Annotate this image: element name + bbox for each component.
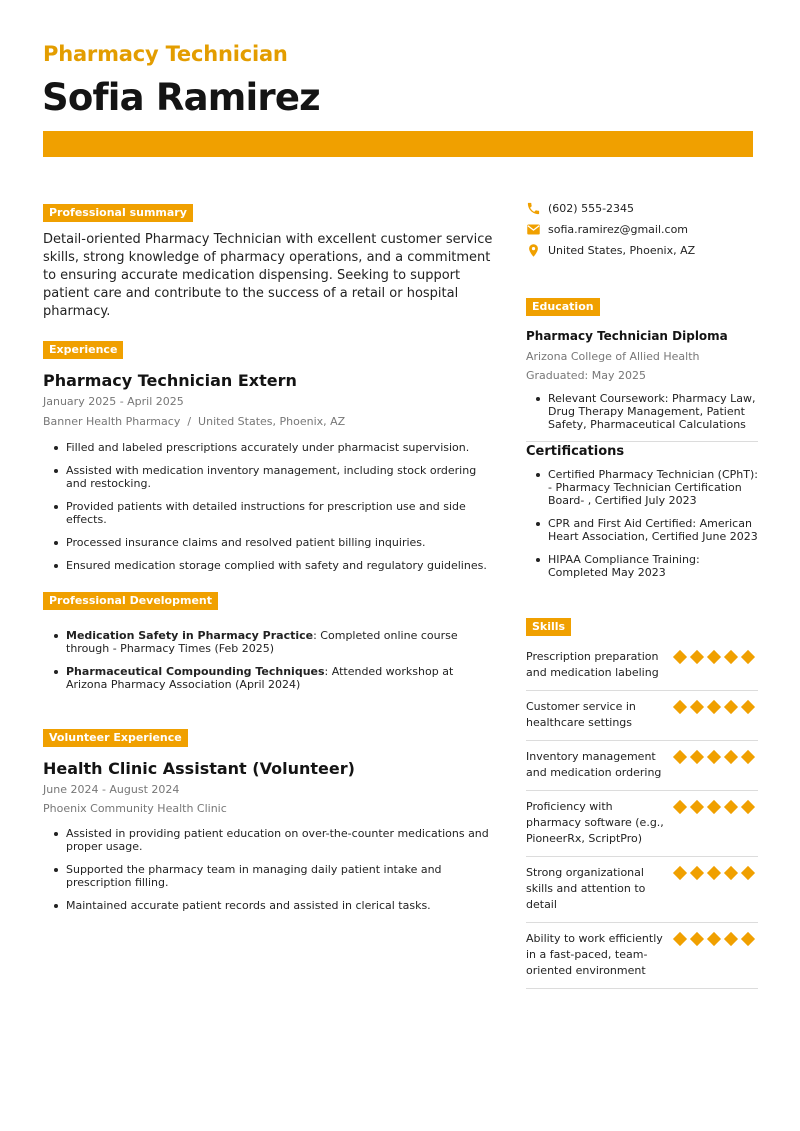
list-item [43, 629, 498, 655]
contact-location [526, 240, 758, 261]
rating-diamond-icon [707, 700, 721, 714]
rating-diamond-icon [690, 750, 704, 764]
experience-employer-line [43, 415, 498, 429]
rating-diamond-icon [707, 650, 721, 664]
rating-diamond-icon [707, 866, 721, 880]
summary-heading: Professional summary [43, 204, 193, 222]
skill-name: Ability to work efficiently in a fast-paced, team-oriented environment [526, 932, 663, 977]
phone-icon [526, 201, 541, 216]
skill-name: Prescription preparation and medication labeling [526, 650, 659, 679]
skill-name: Customer service in healthcare settings [526, 700, 636, 729]
development-item-title: Pharmaceutical Compounding Techniques [66, 665, 325, 678]
rating-diamond-icon [741, 866, 755, 880]
skills-list [526, 641, 758, 989]
education-degree: Pharmacy Technician Diploma [526, 329, 728, 343]
skills-heading: Skills [526, 618, 571, 636]
divider [526, 441, 758, 442]
education-bullets [526, 392, 758, 431]
skill-row [526, 691, 758, 741]
rating-diamond-icon [690, 800, 704, 814]
rating-diamond-icon [741, 932, 755, 946]
experience-bullets [43, 441, 498, 572]
list-item: Processed insurance claims and resolved patient billing inquiries. [43, 536, 498, 549]
rating-diamond-icon [673, 700, 687, 714]
summary-section [43, 201, 498, 321]
email-icon [526, 222, 541, 237]
skill-rating [673, 932, 755, 946]
summary-text: Detail-oriented Pharmacy Technician with excellent customer service skills, strong knowledge of pharmacy operations, and a commitment to ensuring accurate medication dispensing. Seeking to support patient care and contribute to the success of a retail or hospital pharmacy. [43, 232, 493, 319]
rating-diamond-icon [741, 700, 755, 714]
certifications-list [526, 468, 758, 579]
experience-location: United States, Phoenix, AZ [198, 415, 346, 428]
rating-diamond-icon [707, 932, 721, 946]
education-heading: Education [526, 298, 600, 316]
skill-row [526, 791, 758, 857]
development-heading: Professional Development [43, 592, 218, 610]
experience-role: Pharmacy Technician Extern [43, 371, 297, 390]
contact-phone [526, 198, 758, 219]
header-accent-band [43, 131, 753, 157]
list-item: CPR and First Aid Certified: American Heart Association, Certified June 2023 [526, 517, 758, 543]
list-item: Maintained accurate patient records and assisted in clerical tasks. [43, 899, 498, 912]
rating-diamond-icon [673, 866, 687, 880]
volunteer-bullets [43, 827, 498, 912]
list-item: Certified Pharmacy Technician (CPhT): - Pharmacy Technician Certification Board- , Certified July 2023 [526, 468, 758, 507]
skill-rating [673, 800, 755, 814]
rating-diamond-icon [724, 700, 738, 714]
development-list [43, 629, 498, 691]
list-item: Relevant Coursework: Pharmacy Law, Drug Therapy Management, Patient Safety, Pharmaceutical Calculations [526, 392, 758, 431]
contact-email [526, 219, 758, 240]
volunteer-role: Health Clinic Assistant (Volunteer) [43, 759, 355, 778]
rating-diamond-icon [690, 650, 704, 664]
rating-diamond-icon [724, 932, 738, 946]
experience-heading: Experience [43, 341, 123, 359]
phone-text[interactable]: (602) 555-2345 [548, 202, 635, 215]
list-item: Assisted in providing patient education on over-the-counter medications and proper usage. [43, 827, 498, 853]
volunteer-org: Phoenix Community Health Clinic [43, 802, 227, 815]
location-text: United States, Phoenix, AZ [548, 244, 696, 257]
experience-dates: January 2025 - April 2025 [43, 395, 184, 408]
skill-row [526, 641, 758, 691]
rating-diamond-icon [707, 800, 721, 814]
development-item-title: Medication Safety in Pharmacy Practice [66, 629, 314, 642]
contact-section [526, 198, 758, 261]
rating-diamond-icon [673, 750, 687, 764]
skill-name: Strong organizational skills and attention to detail [526, 866, 646, 911]
rating-diamond-icon [690, 932, 704, 946]
development-item-detail: : Completed online course through - Pharmacy Times (Feb 2025) [66, 629, 458, 655]
rating-diamond-icon [741, 800, 755, 814]
email-text[interactable]: sofia.ramirez@gmail.com [548, 223, 689, 236]
skill-name: Inventory management and medication ordering [526, 750, 662, 779]
experience-separator: / [187, 415, 192, 428]
list-item: Assisted with medication inventory management, including stock ordering and restocking. [43, 464, 498, 490]
rating-diamond-icon [673, 650, 687, 664]
education-section [526, 295, 758, 442]
skill-name: Proficiency with pharmacy software (e.g., PioneerRx, ScriptPro) [526, 800, 664, 845]
skill-rating [673, 866, 755, 880]
job-title: Pharmacy Technician [43, 42, 288, 66]
list-item: Provided patients with detailed instructions for prescription use and side effects. [43, 500, 498, 526]
rating-diamond-icon [690, 700, 704, 714]
skill-row [526, 857, 758, 923]
list-item: Ensured medication storage complied with safety and regulatory guidelines. [43, 559, 498, 572]
rating-diamond-icon [724, 650, 738, 664]
skill-row [526, 741, 758, 791]
location-pin-icon [526, 243, 541, 258]
certifications-heading: Certifications [526, 444, 625, 459]
list-item: Filled and labeled prescriptions accurately under pharmacist supervision. [43, 441, 498, 454]
education-school: Arizona College of Allied Health [526, 350, 700, 363]
rating-diamond-icon [690, 866, 704, 880]
skill-rating [673, 650, 755, 664]
rating-diamond-icon [724, 800, 738, 814]
list-item: HIPAA Compliance Training: Completed May 2023 [526, 553, 758, 579]
candidate-name: Sofia Ramirez [42, 76, 320, 119]
rating-diamond-icon [707, 750, 721, 764]
rating-diamond-icon [741, 650, 755, 664]
rating-diamond-icon [724, 750, 738, 764]
rating-diamond-icon [741, 750, 755, 764]
skills-section [526, 615, 758, 989]
development-section [43, 589, 498, 701]
rating-diamond-icon [724, 866, 738, 880]
skill-row [526, 923, 758, 989]
rating-diamond-icon [673, 932, 687, 946]
volunteer-heading: Volunteer Experience [43, 729, 188, 747]
volunteer-dates: June 2024 - August 2024 [43, 783, 180, 796]
list-item: Supported the pharmacy team in managing daily patient intake and prescription filling. [43, 863, 498, 889]
volunteer-section [43, 726, 498, 922]
education-graduated: Graduated: May 2025 [526, 369, 646, 382]
rating-diamond-icon [673, 800, 687, 814]
certifications-section [526, 444, 758, 589]
list-item [43, 665, 498, 691]
experience-employer: Banner Health Pharmacy [43, 415, 181, 428]
experience-section [43, 338, 498, 582]
skill-rating [673, 700, 755, 714]
development-item-detail: : Attended workshop at Arizona Pharmacy Association (April 2024) [66, 665, 454, 691]
skill-rating [673, 750, 755, 764]
